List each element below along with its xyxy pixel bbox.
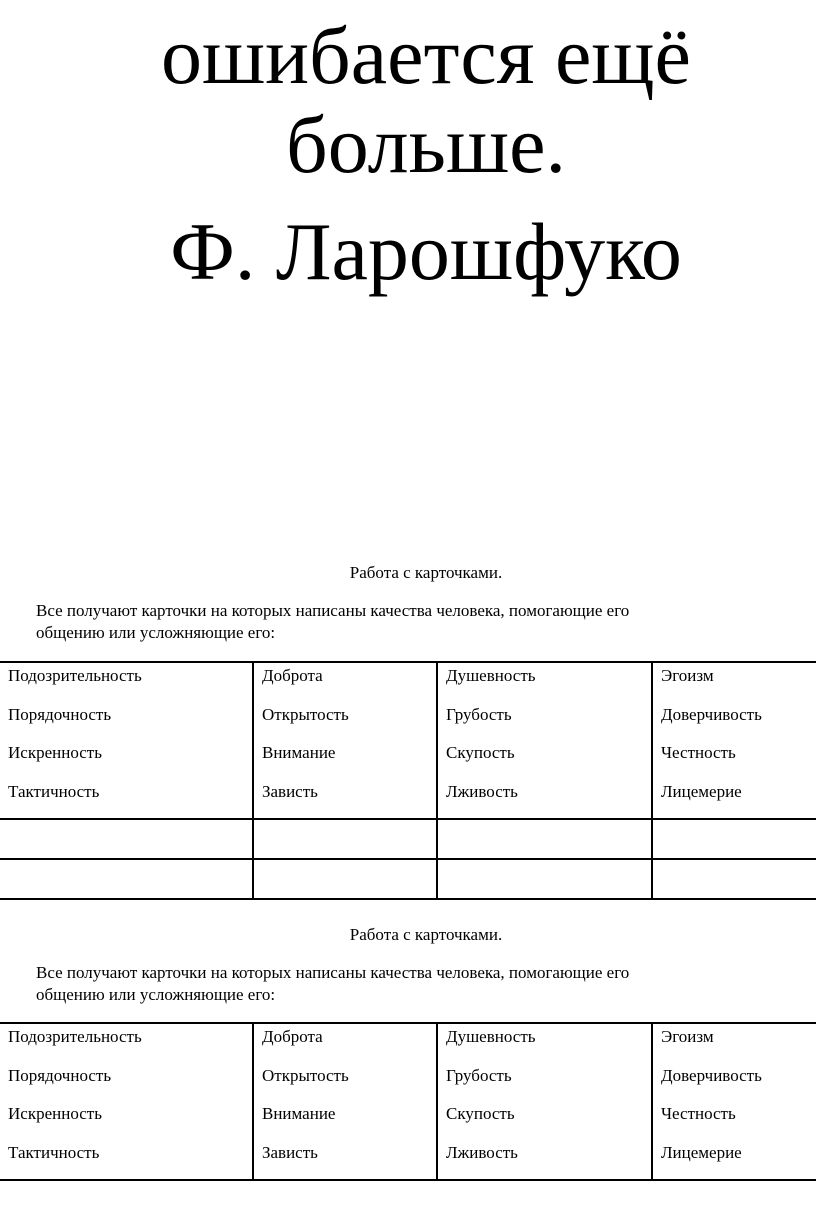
trait-card[interactable]: Порядочность: [8, 1065, 112, 1085]
table-row: [0, 662, 816, 819]
trait-card[interactable]: Открытость: [262, 704, 349, 724]
trait-card[interactable]: Искренность: [8, 1104, 102, 1123]
trait-card[interactable]: Честность: [661, 743, 736, 762]
traits-cell: [0, 1023, 253, 1180]
traits-cell: [437, 1023, 652, 1180]
empty-cell[interactable]: [0, 819, 253, 859]
trait-card[interactable]: Открытость: [262, 1065, 349, 1085]
trait-card[interactable]: Доброта: [262, 666, 323, 685]
trait-card[interactable]: Грубость: [446, 704, 512, 724]
traits-cell: [437, 662, 652, 819]
empty-cell[interactable]: [253, 819, 437, 859]
table-row: [0, 859, 816, 899]
trait-card[interactable]: Внимание: [262, 743, 336, 762]
trait-card[interactable]: Грубость: [446, 1065, 512, 1085]
empty-cell[interactable]: [437, 859, 652, 899]
empty-cell[interactable]: [0, 859, 253, 899]
traits-cell: [253, 1023, 437, 1180]
section-title: Работа с карточками.: [349, 925, 503, 944]
intro-line: Все получают карточки на которых написаны качества человека, помогающие его: [36, 963, 630, 982]
trait-card[interactable]: Порядочность: [8, 704, 112, 724]
trait-card[interactable]: Внимание: [262, 1104, 336, 1123]
section-intro: [36, 600, 776, 644]
trait-card[interactable]: Доброта: [262, 1027, 323, 1046]
quote-line-1: ошибается ещё: [161, 10, 691, 101]
traits-cell: [652, 1023, 816, 1180]
empty-cell[interactable]: [652, 819, 816, 859]
trait-card[interactable]: Скупость: [446, 1104, 515, 1123]
table-row: [0, 819, 816, 859]
empty-cell[interactable]: [652, 859, 816, 899]
trait-card[interactable]: Лицемерие: [661, 781, 742, 801]
trait-card[interactable]: Зависть: [262, 781, 318, 801]
intro-line: Все получают карточки на которых написаны качества человека, помогающие его: [36, 601, 630, 620]
trait-card[interactable]: Душевность: [446, 1027, 536, 1046]
trait-card[interactable]: Доверчивость: [661, 704, 762, 724]
empty-cell[interactable]: [437, 819, 652, 859]
section-title: Работа с карточками.: [349, 563, 503, 582]
table-row: [0, 1023, 816, 1180]
trait-card[interactable]: Искренность: [8, 743, 102, 762]
trait-card[interactable]: Душевность: [446, 666, 536, 685]
empty-cell[interactable]: [253, 859, 437, 899]
traits-cell: [0, 662, 253, 819]
quote-line-2: больше.: [286, 99, 566, 190]
section-intro: [36, 962, 776, 1006]
trait-card[interactable]: Зависть: [262, 1142, 318, 1162]
intro-line: общению или усложняющие его:: [36, 623, 276, 642]
trait-card[interactable]: Лживость: [446, 781, 518, 801]
trait-card[interactable]: Подозрительность: [8, 666, 142, 685]
traits-cell: [652, 662, 816, 819]
trait-card[interactable]: Лицемерие: [661, 1142, 742, 1162]
traits-table: [0, 661, 816, 900]
trait-card[interactable]: Тактичность: [8, 781, 100, 801]
trait-card[interactable]: Подозрительность: [8, 1027, 142, 1046]
quote-author: Ф. Ларошфуко: [170, 206, 682, 297]
trait-card[interactable]: Тактичность: [8, 1142, 100, 1162]
trait-card[interactable]: Эгоизм: [661, 1027, 714, 1046]
trait-card[interactable]: Лживость: [446, 1142, 518, 1162]
trait-card[interactable]: Честность: [661, 1104, 736, 1123]
traits-cell: [253, 662, 437, 819]
trait-card[interactable]: Эгоизм: [661, 666, 714, 685]
trait-card[interactable]: Скупость: [446, 743, 515, 762]
traits-table: [0, 1022, 816, 1181]
intro-line: общению или усложняющие его:: [36, 985, 276, 1004]
trait-card[interactable]: Доверчивость: [661, 1065, 762, 1085]
